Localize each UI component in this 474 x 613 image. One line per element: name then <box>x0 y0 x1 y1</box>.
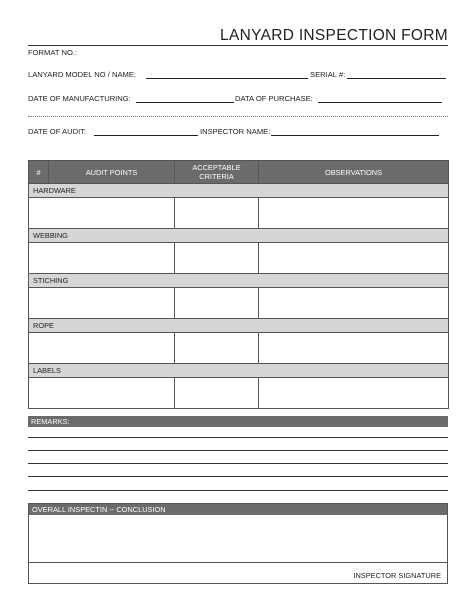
inspector-signature-label: INSPECTOR SIGNATURE <box>353 571 441 580</box>
observations-cell[interactable] <box>259 288 449 319</box>
observations-cell[interactable] <box>259 333 449 364</box>
remarks-line[interactable] <box>28 476 448 477</box>
model-field[interactable] <box>146 78 308 79</box>
audit-date-field[interactable] <box>94 135 198 136</box>
section-row-hardware <box>29 184 449 198</box>
observations-cell[interactable] <box>259 198 449 229</box>
section-row-stiching <box>29 274 449 288</box>
section-label-hardware: HARDWARE <box>29 184 449 198</box>
observations-cell[interactable] <box>259 243 449 274</box>
criteria-cell[interactable] <box>175 378 259 409</box>
title-rule <box>28 45 448 46</box>
audit-points-cell[interactable] <box>29 378 175 409</box>
table-row <box>29 198 449 229</box>
section-row-rope <box>29 319 449 333</box>
observations-cell[interactable] <box>259 378 449 409</box>
section-row-webbing <box>29 229 449 243</box>
remarks-header: REMARKS: <box>28 416 448 427</box>
form-title: LANYARD INSPECTION FORM <box>220 27 448 44</box>
column-header-observations: OBSERVATIONS <box>259 161 449 184</box>
table-row <box>29 288 449 319</box>
section-label-labels: LABELS <box>29 364 449 378</box>
purchase-date-label: DATA OF PURCHASE: <box>235 94 313 103</box>
section-label-stiching: STICHING <box>29 274 449 288</box>
manufacturing-date-field[interactable] <box>136 102 234 103</box>
table-header-row <box>29 161 449 184</box>
remarks-line[interactable] <box>28 437 448 438</box>
criteria-cell[interactable] <box>175 288 259 319</box>
column-header-number: # <box>29 161 49 184</box>
section-label-webbing: WEBBING <box>29 229 449 243</box>
criteria-cell[interactable] <box>175 333 259 364</box>
audit-table <box>28 160 449 409</box>
remarks-line[interactable] <box>28 463 448 464</box>
table-row <box>29 378 449 409</box>
dotted-separator <box>28 116 448 117</box>
conclusion-divider <box>29 562 447 563</box>
serial-field[interactable] <box>347 78 446 79</box>
audit-points-cell[interactable] <box>29 243 175 274</box>
section-row-labels <box>29 364 449 378</box>
serial-label: SERIAL #: <box>310 70 346 79</box>
remarks-line[interactable] <box>28 450 448 451</box>
section-label-rope: ROPE <box>29 319 449 333</box>
audit-points-cell[interactable] <box>29 198 175 229</box>
conclusion-header: OVERALL INSPECTIN -- CONCLUSION <box>29 504 447 515</box>
format-no-label: FORMAT NO.: <box>28 48 78 57</box>
criteria-cell[interactable] <box>175 243 259 274</box>
inspector-name-field[interactable] <box>271 135 439 136</box>
remarks-line[interactable] <box>28 490 448 491</box>
column-header-audit-points: AUDIT POINTS <box>49 161 175 184</box>
manufacturing-date-label: DATE OF MANUFACTURING: <box>28 94 131 103</box>
column-header-acceptable-criteria: ACCEPTABLE CRITERIA <box>175 161 259 184</box>
table-row <box>29 333 449 364</box>
audit-points-cell[interactable] <box>29 288 175 319</box>
inspector-name-label: INSPECTOR NAME: <box>200 127 271 136</box>
audit-date-label: DATE OF AUDIT: <box>28 127 87 136</box>
model-label: LANYARD MODEL NO / NAME: <box>28 70 137 79</box>
purchase-date-field[interactable] <box>318 102 442 103</box>
criteria-cell[interactable] <box>175 198 259 229</box>
audit-points-cell[interactable] <box>29 333 175 364</box>
conclusion-box <box>28 503 448 584</box>
table-row <box>29 243 449 274</box>
